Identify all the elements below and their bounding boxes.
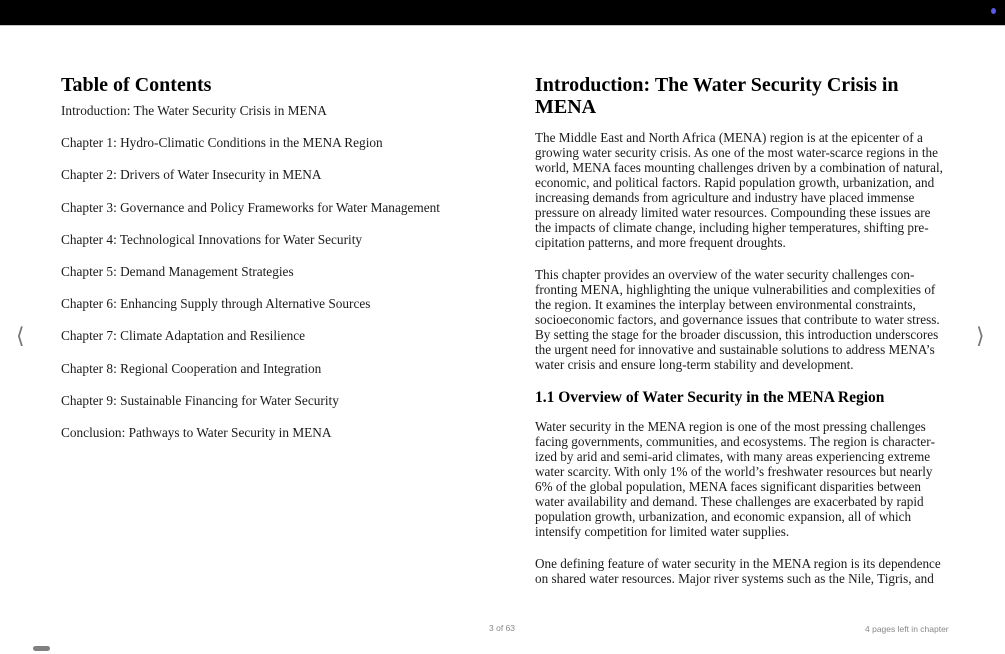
body-paragraph: This chapter provides an overview of the water security challenges confronting MENA, highlighting the unique vulnerabilities and complexities of the region. It examines the interplay between environmental constraints, socioeconomic factors, and governance issues that contribute to water stress. By setting the stage for the broader discussion, this introduction underscores the urgent need for innovative and sustainable solutions to address MENA’s water crisis and ensure long-term stability and development.	[535, 267, 940, 372]
next-page-button[interactable]	[976, 326, 985, 348]
scroll-indicator[interactable]	[33, 646, 50, 651]
toc-item-chapter-7[interactable]: Chapter 7: Climate Adaptation and Resilience	[61, 328, 306, 344]
toc-item-chapter-1[interactable]: Chapter 1: Hydro-Climatic Conditions in the MENA Region	[61, 135, 383, 151]
camera-indicator-icon	[991, 8, 996, 14]
toc-item-chapter-4[interactable]: Chapter 4: Technological Innovations for Water Security	[61, 231, 363, 247]
toc-item-conclusion[interactable]: Conclusion: Pathways to Water Security in MENA	[61, 424, 332, 440]
body-paragraph: Water security in the MENA region is one of the most pressing challenges facing governments, communities, and ecosystems. The region is characterized by arid and semi-arid climates, with many areas experiencing extreme water scarcity. With only 1% of the world’s freshwater resources but nearly 6% of the global population, MENA faces significant disparities between water availability and demand. These challenges are exacerbated by rapid population growth, urbanization, and economic expansion, all of which intensify competition for limited water supplies.	[535, 419, 936, 539]
top-bar	[0, 0, 1005, 26]
toc-item-chapter-5[interactable]: Chapter 5: Demand Management Strategies	[61, 263, 294, 279]
left-page	[61, 74, 481, 457]
section-title: 1.1 Overview of Water Security in the MENA Region	[535, 389, 885, 406]
toc-item-chapter-2[interactable]: Chapter 2: Drivers of Water Insecurity in MENA	[61, 167, 322, 183]
chevron-right-icon: ⟩	[976, 324, 985, 349]
toc-title: Table of Contents	[61, 74, 212, 96]
previous-page-button[interactable]	[16, 326, 25, 348]
right-page	[535, 74, 947, 603]
body-paragraph: The Middle East and North Africa (MENA) region is at the epicenter of a growing water security crisis. As one of the most water-scarce regions in the world, MENA faces mounting challenges driven by a combination of natural, economic, and political factors. Rapid population growth, urbanization, and increasing demands from agriculture and industry have placed immense pressure on already limited water resources. Compounding these issues are the impacts of climate change, including higher temperatures, shifting precipitation patterns, and more frequent droughts.	[535, 130, 943, 250]
toc-item-introduction[interactable]: Introduction: The Water Security Crisis in MENA	[61, 103, 327, 118]
page-indicator: 3 of 63	[489, 623, 515, 633]
chapter-title: Introduction: The Water Security Crisis in MENA	[535, 74, 899, 118]
toc-item-chapter-3[interactable]: Chapter 3: Governance and Policy Frameworks for Water Management	[61, 199, 440, 215]
toc-list	[61, 103, 481, 457]
toc-item-chapter-6[interactable]: Chapter 6: Enhancing Supply through Alternative Sources	[61, 296, 371, 312]
body-paragraph: One defining feature of water security in the MENA region is its dependence on shared water resources. Major river systems such as the Nile, Tigris, and	[535, 556, 941, 586]
toc-item-chapter-8[interactable]: Chapter 8: Regional Cooperation and Integration	[61, 360, 322, 376]
chevron-left-icon: ⟨	[16, 324, 25, 349]
chapter-pages-remaining: 4 pages left in chapter	[865, 624, 949, 634]
toc-item-chapter-9[interactable]: Chapter 9: Sustainable Financing for Water Security	[61, 392, 339, 408]
